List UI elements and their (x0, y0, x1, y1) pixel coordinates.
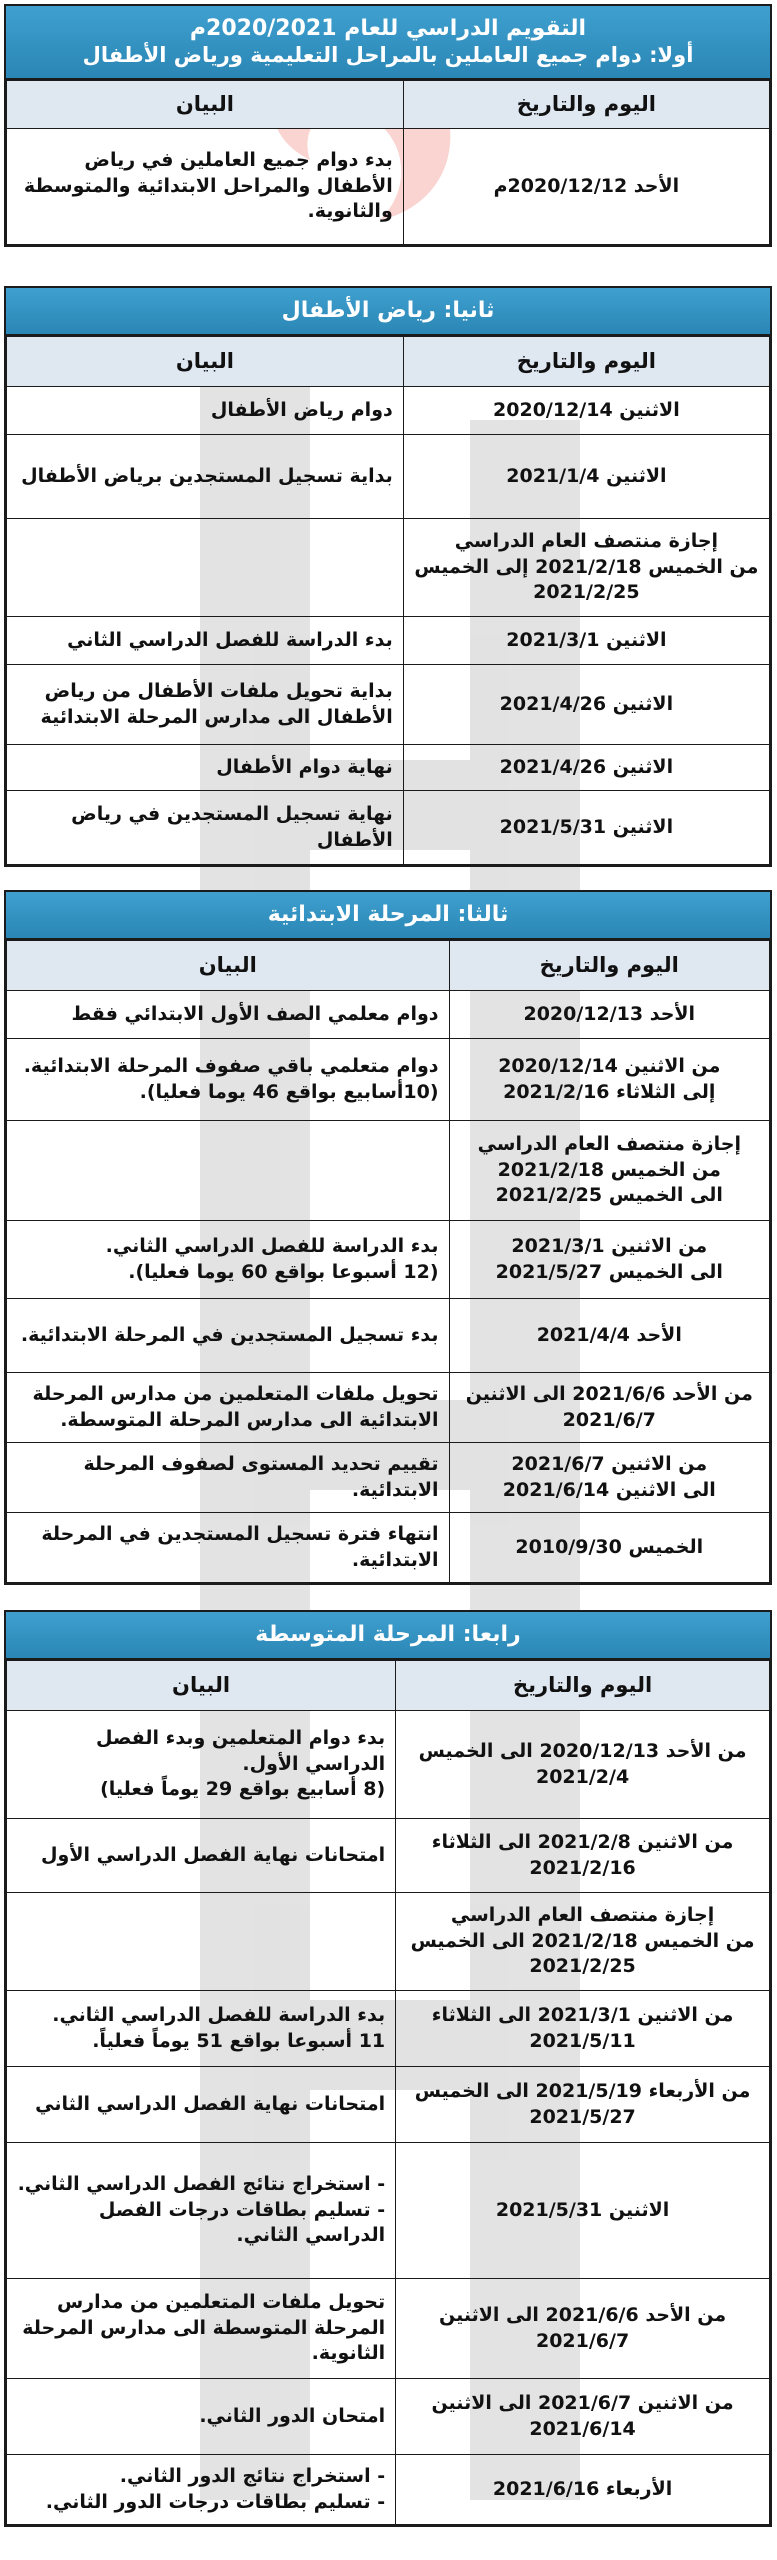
row-description: نهاية تسجيل المستجدين في رياض الأطفال (7, 791, 404, 865)
table-header-row (7, 337, 770, 387)
table-row (7, 1991, 770, 2067)
row-description: - استخراج نتائج الفصل الدراسي الثاني. - تسليم بطاقات درجات الفصل الدراسي الثاني. (7, 2143, 396, 2279)
table-row (7, 2455, 770, 2525)
row-description: بدء الدراسة للفصل الدراسي الثاني (7, 617, 404, 665)
row-date: من الاثنين 2021/6/7 الى الاثنين 2021/6/14 (396, 2379, 770, 2455)
row-description: بداية تسجيل المستجدين برياض الأطفال (7, 435, 404, 519)
row-date: من الاثنين 2021/3/1 الى الخميس 2021/5/27 (449, 1221, 769, 1299)
row-description: امتحانات نهاية الفصل الدراسي الثاني (7, 2067, 396, 2143)
row-date: الاثنين 2021/4/26 (403, 745, 769, 791)
row-date: من الأحد 2020/12/13 الى الخميس 2021/2/4 (396, 1711, 770, 1819)
table-header-row (7, 1661, 770, 1711)
section-title: أولا: دوام جميع العاملين بالمراحل التعليمية ورياض الأطفال (82, 42, 694, 67)
description-column-header: البيان (7, 81, 404, 129)
date-column-header: اليوم والتاريخ (396, 1661, 770, 1711)
row-date: الاثنين 2021/5/31 (396, 2143, 770, 2279)
document-header (6, 6, 770, 80)
schedule-table (6, 80, 770, 245)
row-date: الأحد 2020/12/13 (449, 991, 769, 1039)
description-column-header: البيان (7, 941, 450, 991)
table-row (7, 1373, 770, 1443)
table-row (7, 2379, 770, 2455)
section-intermediate (4, 1610, 772, 2527)
table-row (7, 435, 770, 519)
section-primary (4, 890, 772, 1585)
row-date: من الاثنين 2021/6/7 الى الاثنين 2021/6/14 (449, 1443, 769, 1513)
table-row (7, 519, 770, 617)
row-date: من الأحد 2021/6/6 الى الاثنين 2021/6/7 (396, 2279, 770, 2379)
row-date: من الأحد 2021/6/6 الى الاثنين 2021/6/7 (449, 1373, 769, 1443)
row-description: بدء الدراسة للفصل الدراسي الثاني. (12 أسبوعا بواقع 60 يوما فعليا). (7, 1221, 450, 1299)
table-row (7, 2067, 770, 2143)
table-row (7, 1893, 770, 1991)
section-all-staff (4, 4, 772, 247)
row-date: الاثنين 2021/3/1 (403, 617, 769, 665)
row-description: تحويل ملفات المتعلمين من مدارس المرحلة الابتدائية الى مدارس المرحلة المتوسطة. (7, 1373, 450, 1443)
row-description: دوام معلمي الصف الأول الابتدائي فقط (7, 991, 450, 1039)
table-row (7, 2279, 770, 2379)
row-date: الأربعاء 2021/6/16 (396, 2455, 770, 2525)
schedule-table (6, 336, 770, 865)
row-description: - استخراج نتائج الدور الثاني. - تسليم بطاقات درجات الدور الثاني. (7, 2455, 396, 2525)
row-description (7, 1121, 450, 1221)
row-date: من الاثنين 2021/3/1 الى الثلاثاء 2021/5/11 (396, 1991, 770, 2067)
row-description: تحويل ملفات المتعلمين من مدارس المرحلة المتوسطة الى مدارس المرحلة الثانوية. (7, 2279, 396, 2379)
schedule-table (6, 1660, 770, 2525)
table-row (7, 2143, 770, 2279)
section-title: ثانيا: رياض الأطفال (6, 288, 770, 336)
document-title: التقويم الدراسي للعام 2020/2021م (189, 16, 587, 42)
table-row (7, 991, 770, 1039)
row-date: الخميس 2010/9/30 (449, 1513, 769, 1583)
table-row (7, 1711, 770, 1819)
row-description: امتحان الدور الثاني. (7, 2379, 396, 2455)
row-date: الاثنين 2021/5/31 (403, 791, 769, 865)
row-date: إجازة منتصف العام الدراسي من الخميس 2021/2/18 الى الخميس 2021/2/25 (449, 1121, 769, 1221)
row-date: من الأربعاء 2021/5/19 الى الخميس 2021/5/27 (396, 2067, 770, 2143)
table-row (7, 1513, 770, 1583)
row-description (7, 519, 404, 617)
date-column-header: اليوم والتاريخ (403, 337, 769, 387)
row-date: من الاثنين 2021/2/8 الى الثلاثاء 2021/2/16 (396, 1819, 770, 1893)
row-description: بدء دوام المتعلمين وبدء الفصل الدراسي الأول. (8 أسابيع بواقع 29 يوماً فعليا) (7, 1711, 396, 1819)
row-description (7, 1893, 396, 1991)
description-column-header: البيان (7, 337, 404, 387)
row-date: الأحد 2020/12/12م (403, 129, 769, 245)
row-description: انتهاء فترة تسجيل المستجدين في المرحلة الابتدائية. (7, 1513, 450, 1583)
row-description: دوام رياض الأطفال (7, 387, 404, 435)
table-row (7, 1121, 770, 1221)
row-date: إجازة منتصف العام الدراسي من الخميس 2021/2/18 الى الخميس 2021/2/25 (396, 1893, 770, 1991)
table-header-row (7, 81, 770, 129)
table-row (7, 129, 770, 245)
row-date: الأحد 2021/4/4 (449, 1299, 769, 1373)
row-description: بدء دوام جميع العاملين في رياض الأطفال والمراحل الابتدائية والمتوسطة والثانوية. (7, 129, 404, 245)
section-title: رابعا: المرحلة المتوسطة (6, 1612, 770, 1660)
row-description: بدء الدراسة للفصل الدراسي الثاني. 11 أسبوعا بواقع 51 يوماً فعلياً. (7, 1991, 396, 2067)
table-row (7, 1039, 770, 1121)
row-description: امتحانات نهاية الفصل الدراسي الأول (7, 1819, 396, 1893)
section-title: ثالثا: المرحلة الابتدائية (6, 892, 770, 940)
table-row (7, 1819, 770, 1893)
row-date: الاثنين 2021/4/26 (403, 665, 769, 745)
row-description: دوام متعلمي باقي صفوف المرحلة الابتدائية. (10أسابيع بواقع 46 يوما فعليا). (7, 1039, 450, 1121)
date-column-header: اليوم والتاريخ (449, 941, 769, 991)
schedule-table (6, 940, 770, 1583)
section-kindergarten (4, 286, 772, 867)
row-description: نهاية دوام الأطفال (7, 745, 404, 791)
table-row (7, 1443, 770, 1513)
table-row (7, 1221, 770, 1299)
table-row (7, 617, 770, 665)
row-description: بداية تحويل ملفات الأطفال من رياض الأطفال الى مدارس المرحلة الابتدائية (7, 665, 404, 745)
table-row (7, 745, 770, 791)
row-description: تقييم تحديد المستوى لصفوف المرحلة الابتدائية. (7, 1443, 450, 1513)
row-date: الاثنين 2020/12/14 (403, 387, 769, 435)
table-header-row (7, 941, 770, 991)
description-column-header: البيان (7, 1661, 396, 1711)
table-row (7, 791, 770, 865)
row-date: إجازة منتصف العام الدراسي من الخميس 2021/2/18 إلى الخميس 2021/2/25 (403, 519, 769, 617)
table-row (7, 665, 770, 745)
table-row (7, 387, 770, 435)
row-date: من الاثنين 2020/12/14 إلى الثلاثاء 2021/2/16 (449, 1039, 769, 1121)
table-row (7, 1299, 770, 1373)
row-description: بدء تسجيل المستجدين في المرحلة الابتدائية. (7, 1299, 450, 1373)
row-date: الاثنين 2021/1/4 (403, 435, 769, 519)
date-column-header: اليوم والتاريخ (403, 81, 769, 129)
